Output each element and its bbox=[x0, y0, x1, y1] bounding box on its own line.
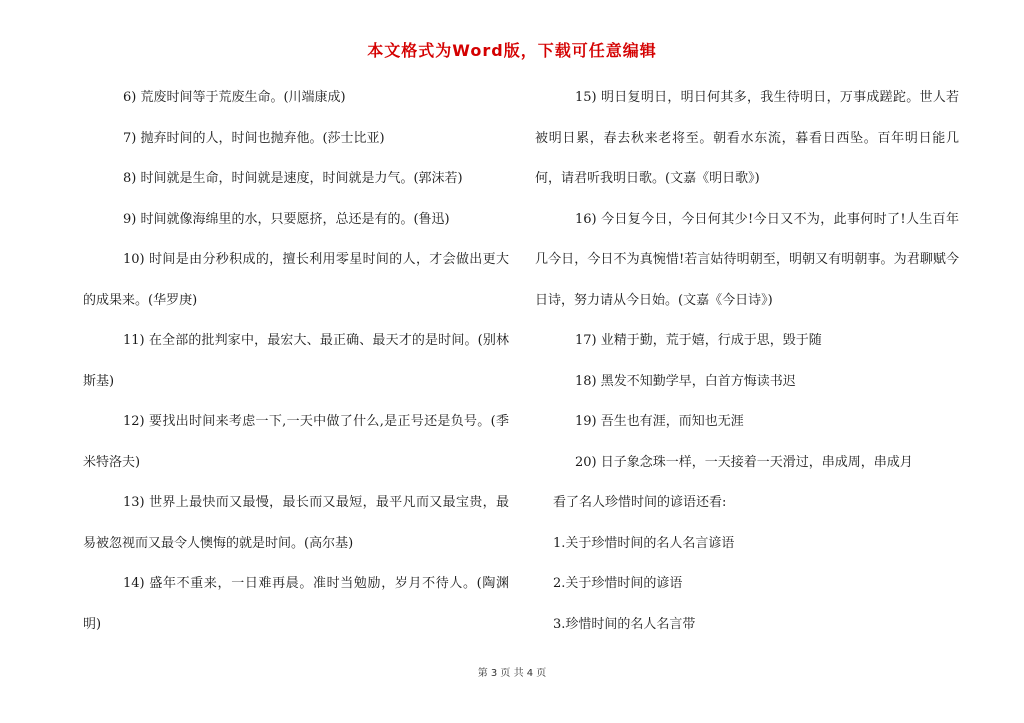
quote-item: 15) 明日复明日，明日何其多，我生待明日，万事成蹉跎。世人若被明日累，春去秋来老将至。朝看水东流，暮看日西坠。百年明日能几何，请君听我明日歌。(文嘉《明日歌》) bbox=[535, 90, 959, 186]
quote-item: 9) 时间就像海绵里的水，只要愿挤，总还是有的。(鲁迅) bbox=[123, 211, 450, 227]
quote-item: 20) 日子象念珠一样，一天接着一天滑过，串成周，串成月 bbox=[575, 454, 913, 470]
related-heading: 看了名人珍惜时间的谚语还看: bbox=[553, 495, 727, 510]
document-banner: 本文格式为Word版，下载可任意编辑 bbox=[367, 41, 657, 60]
quote-item: 8) 时间就是生命，时间就是速度，时间就是力气。(郭沫若) bbox=[123, 171, 463, 186]
related-link[interactable]: 1.关于珍惜时间的名人名言谚语 bbox=[553, 535, 735, 551]
quote-item: 11) 在全部的批判家中，最宏大、最正确、最天才的是时间。(别林斯基) bbox=[83, 333, 509, 389]
left-column bbox=[83, 78, 509, 645]
quote-item: 17) 业精于勤，荒于嬉，行成于思，毁于随 bbox=[575, 333, 822, 348]
quote-item: 18) 黑发不知勤学早，白首方悔读书迟 bbox=[575, 373, 796, 389]
quote-item: 10) 时间是由分秒积成的，擅长利用零星时间的人，才会做出更大的成果来。(华罗庚) bbox=[83, 252, 509, 308]
quote-item: 7) 抛弃时间的人，时间也抛弃他。(莎士比亚) bbox=[123, 130, 385, 146]
quote-item: 12) 要找出时间来考虑一下,一天中做了什么,是正号还是负号。(季米特洛夫) bbox=[83, 414, 509, 470]
related-link[interactable]: 3.珍惜时间的名人名言带 bbox=[553, 616, 696, 632]
quote-item: 14) 盛年不重来，一日难再晨。准时当勉励，岁月不待人。(陶渊明) bbox=[83, 576, 509, 632]
quote-item: 19) 吾生也有涯，而知也无涯 bbox=[575, 414, 744, 429]
related-link[interactable]: 2.关于珍惜时间的谚语 bbox=[553, 576, 683, 591]
quote-item: 16) 今日复今日，今日何其少!今日又不为，此事何时了!人生百年几今日，今日不为真惋惜!若言姑待明朝至，明朝又有明朝事。为君聊赋今日诗，努力请从今日始。(文嘉《今日诗》) bbox=[535, 211, 959, 308]
right-column bbox=[535, 78, 959, 645]
quote-item: 6) 荒废时间等于荒废生命。(川端康成) bbox=[123, 90, 346, 105]
quote-item: 13) 世界上最快而又最慢，最长而又最短，最平凡而又最宝贵，最易被忽视而又最令人懊悔的就是时间。(高尔基) bbox=[83, 495, 509, 551]
page-number: 第 3 页 共 4 页 bbox=[477, 668, 547, 679]
